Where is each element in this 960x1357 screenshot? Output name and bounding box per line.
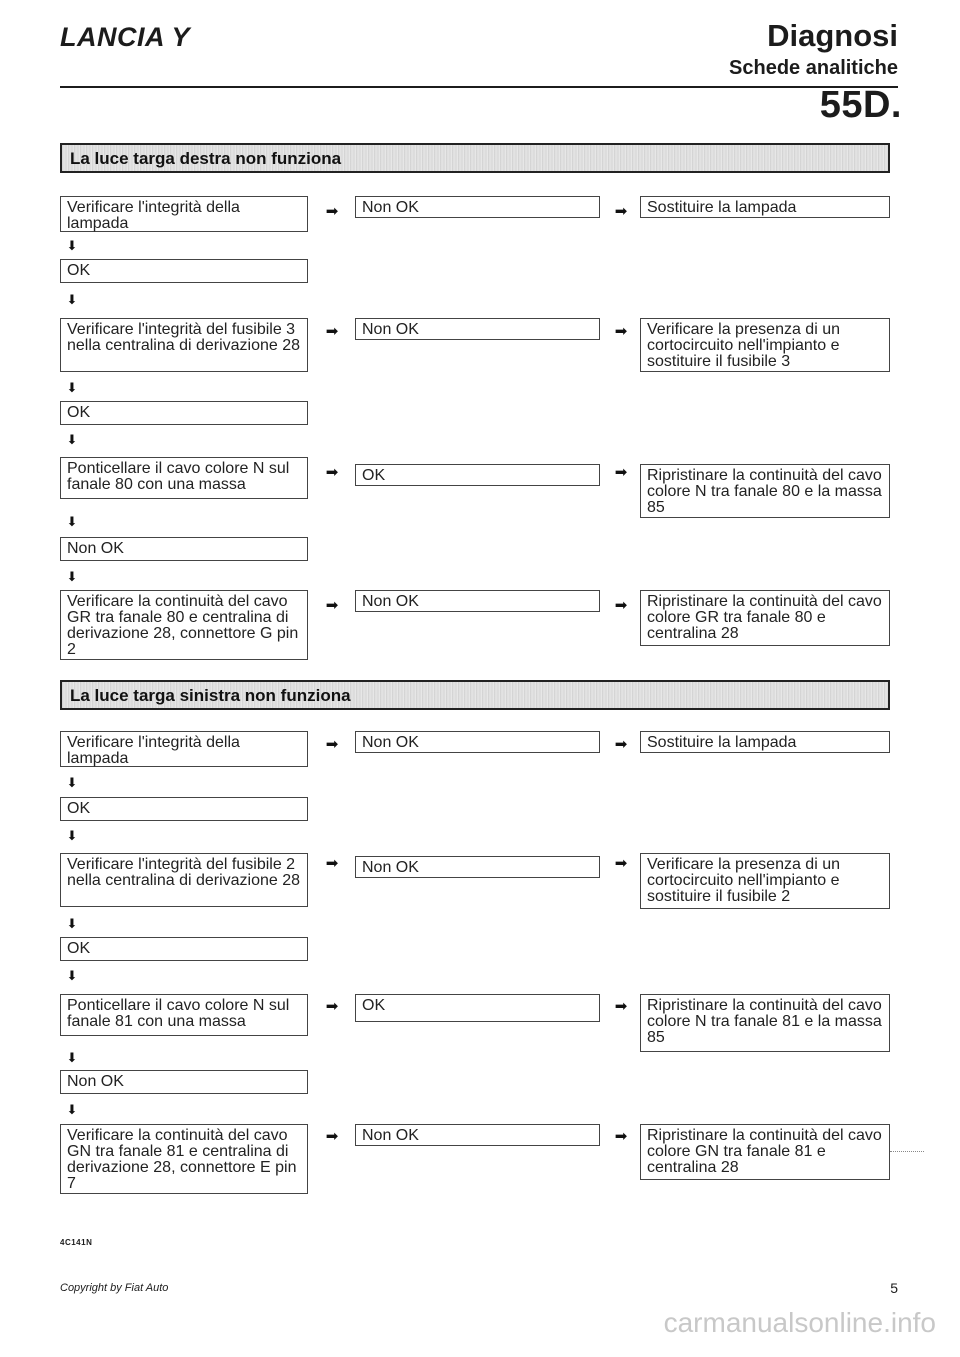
arrow-right-icon: ➡ (325, 597, 339, 614)
arrow-down-icon: ⬇ (66, 775, 78, 790)
arrow-down-icon: ⬇ (66, 514, 78, 529)
arrow-right-icon: ➡ (325, 203, 339, 220)
arrow-down-icon: ⬇ (66, 432, 78, 447)
arrow-down-icon: ⬇ (66, 1050, 78, 1065)
ok-box: OK (60, 937, 308, 961)
check-box: Verificare l'integrità del fusibile 2 nella centralina di derivazione 28 (60, 853, 308, 907)
ok-box: OK (60, 797, 308, 821)
section-heading-right-plate-light (60, 143, 890, 173)
arrow-right-icon: ➡ (614, 464, 628, 481)
section-code: 55D. (819, 84, 902, 126)
arrow-right-icon: ➡ (325, 1128, 339, 1145)
check-box: Verificare l'integrità della lampada (60, 731, 308, 767)
page-title: Diagnosi (767, 18, 898, 53)
arrow-right-icon: ➡ (325, 464, 339, 481)
section-heading-text: La luce targa destra non funziona (70, 149, 342, 168)
not-ok-box: Non OK (60, 1070, 308, 1094)
arrow-right-icon: ➡ (614, 1128, 628, 1145)
result-box: OK (355, 464, 600, 486)
arrow-right-icon: ➡ (325, 736, 339, 753)
watermark: carmanualsonline.info (663, 1307, 936, 1338)
arrow-right-icon: ➡ (325, 998, 339, 1015)
action-box: Sostituire la lampada (640, 731, 890, 753)
action-box: Ripristinare la continuità del cavo colore N tra fanale 81 e la massa 85 (640, 994, 890, 1052)
result-box: Non OK (355, 590, 600, 612)
action-box: Ripristinare la continuità del cavo colore GN tra fanale 81 e centralina 28 (640, 1124, 890, 1180)
section-heading-text: La luce targa sinistra non funziona (70, 686, 351, 705)
check-box: Verificare la continuità del cavo GN tra fanale 81 e centralina di derivazione 28, connettore E pin 7 (60, 1124, 308, 1194)
dotted-leader (890, 1151, 924, 1152)
check-box: Verificare la continuità del cavo GR tra fanale 80 e centralina di derivazione 28, connettore G pin 2 (60, 590, 308, 660)
arrow-down-icon: ⬇ (66, 828, 78, 843)
arrow-right-icon: ➡ (325, 323, 339, 340)
arrow-right-icon: ➡ (614, 855, 628, 872)
check-box: Verificare l'integrità del fusibile 3 nella centralina di derivazione 28 (60, 318, 308, 372)
arrow-down-icon: ⬇ (66, 292, 78, 307)
section-heading-left-plate-light (60, 680, 890, 710)
copyright-notice: Copyright by Fiat Auto (60, 1282, 169, 1294)
brand-title: LANCIA Y (60, 22, 191, 52)
check-box: Verificare l'integrità della lampada (60, 196, 308, 232)
check-box: Ponticellare il cavo colore N sul fanale 81 con una massa (60, 994, 308, 1036)
action-box: Sostituire la lampada (640, 196, 890, 218)
result-box: Non OK (355, 318, 600, 340)
arrow-right-icon: ➡ (614, 323, 628, 340)
page-subtitle: Schede analitiche (729, 57, 898, 79)
arrow-down-icon: ⬇ (66, 380, 78, 395)
result-box: Non OK (355, 196, 600, 218)
arrow-right-icon: ➡ (614, 998, 628, 1015)
result-box: OK (355, 994, 600, 1022)
arrow-down-icon: ⬇ (66, 968, 78, 983)
ok-box: OK (60, 401, 308, 425)
reference-code: 4C141N (60, 1238, 93, 1247)
check-box: Ponticellare il cavo colore N sul fanale 80 con una massa (60, 457, 308, 499)
action-box: Ripristinare la continuità del cavo colore GR tra fanale 80 e centralina 28 (640, 590, 890, 646)
arrow-right-icon: ➡ (325, 855, 339, 872)
header-divider (60, 86, 898, 88)
arrow-down-icon: ⬇ (66, 1102, 78, 1117)
page-number: 5 (890, 1280, 898, 1296)
action-box: Verificare la presenza di un cortocircuito nell'impianto e sostituire il fusibile 2 (640, 853, 890, 909)
arrow-right-icon: ➡ (614, 203, 628, 220)
action-box: Verificare la presenza di un cortocircuito nell'impianto e sostituire il fusibile 3 (640, 318, 890, 372)
result-box: Non OK (355, 1124, 600, 1146)
not-ok-box: Non OK (60, 537, 308, 561)
result-box: Non OK (355, 731, 600, 753)
result-box: Non OK (355, 856, 600, 878)
action-box: Ripristinare la continuità del cavo colore N tra fanale 80 e la massa 85 (640, 464, 890, 518)
arrow-down-icon: ⬇ (66, 238, 78, 253)
arrow-down-icon: ⬇ (66, 916, 78, 931)
arrow-right-icon: ➡ (614, 736, 628, 753)
arrow-right-icon: ➡ (614, 597, 628, 614)
arrow-down-icon: ⬇ (66, 569, 78, 584)
ok-box: OK (60, 259, 308, 283)
